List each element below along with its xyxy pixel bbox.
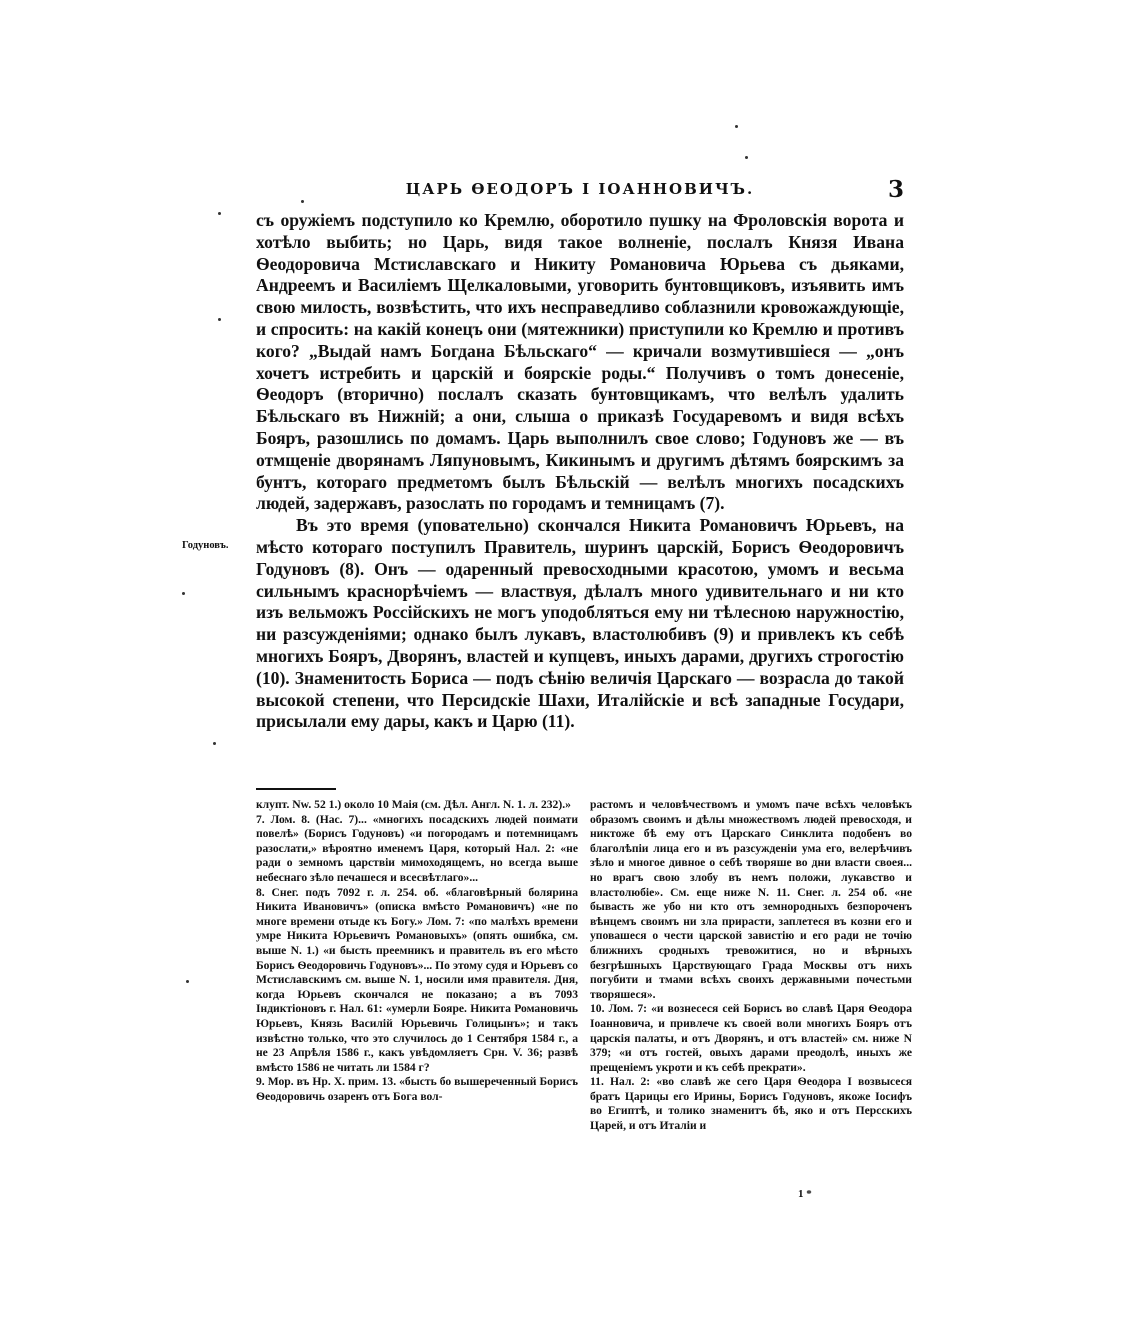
footnote-text: растомъ и человѣчествомъ и умомъ паче всѣхъ человѣкъ образомъ своимъ и дѣлы множествомъ людей превосходя, и никтоже бѣ ему отъ Царскаго Синклита подобенъ во благолѣпіи лица его и въ разсужденіи ума его, велерѣчивъ зѣло и многое дивное о себѣ творяше во дни власти своея... но врагъ свою злобу въ немъ положи, лукавство и властолюбіе». См. еще ниже N. 11. Снег. л. 254 об. «не бывасть же убо ни кто отъ земнородныхъ безпороченъ вѣнцемъ своимъ ни зла прирасти, заплетеся въ козни его и уповашеся о чести царской завистію и его ради не точію ближнихъ сродныхъ тревожитися, но и вѣрныхъ безгрѣшныхъ Царствующаго Града Москвы отъ нихъ погубити и тмами всѣхъ своихъ державными почестьми творяшеся».	[590, 798, 912, 1001]
running-title: ЦАРЬ ѲЕОДОРЪ I ІОАННОВИЧЪ.	[405, 180, 755, 198]
footnote-entry	[256, 813, 578, 886]
footnote-entry	[590, 1075, 912, 1133]
footnote-entry	[256, 798, 578, 813]
print-speck	[213, 742, 216, 745]
footnote-label: 7.	[256, 812, 265, 826]
print-speck	[745, 156, 748, 159]
footnote-rule	[256, 788, 336, 790]
print-speck	[182, 592, 185, 595]
print-speck	[301, 200, 304, 203]
margin-note: Годуновъ.	[182, 540, 229, 551]
footnote-text: Лом. 7: «и вознесеся сей Борисъ во славѣ Царя Ѳеодора Іоанновича, и привлече къ своей воли многихъ Бояръ отъ царскія палаты, и отъ Дворянъ, и отъ властей» см. ниже N 379; «и отъ гостей, овыхъ дарами преодолѣ, иныхъ же прещеніемъ укроти и къ себѣ прекрати».	[590, 1002, 912, 1074]
footnote-label: 10.	[590, 1002, 605, 1016]
footnote-text: Лом. 8. (Нас. 7)... «многихъ посадскихъ людей поимати повелѣ» (Борисъ Годуновъ) «и погородамъ и потемницамъ разослати,» вѣроятно именемъ Царя, который Нал. 2: «не ради о земномъ царствіи мимоходящемъ, но всегда выше небеснаго зѣло печашеся и всесвѣтлаго»...	[256, 812, 579, 884]
footnote-entry	[256, 886, 578, 1076]
paragraph-2: Въ это время (уповательно) скончался Никита Романовичъ Юрьевъ, на мѣсто котораго поступилъ Правитель, шуринъ царскій, Борисъ Ѳеодоровичъ Годуновъ (8). Онъ — одаренный превосходными красотою, умомъ и весьма сильнымъ краснорѣчіемъ — властвуя, дѣлалъ много удивительнаго и ни кто изъ вельможъ Россійскихъ не могъ уподобляться ему ни тѣлесною наружностію, ни разсужденіями; однако былъ лукавъ, властолюбивъ (9) и привлекъ къ себѣ многихъ Бояръ, Дворянъ, властей и купцевъ, иныхъ дарами, другихъ строгостію (10). Знаменитость Бориса — подъ сѣнію величія Царскаго — возрасла до такой высокой степени, что Персидскіе Шахи, Италійскіе и всѣ западные Государи, присылали ему дары, какъ и Царю (11).	[256, 515, 904, 732]
footnote-entry	[256, 1075, 578, 1104]
footnote-entry	[590, 798, 912, 1002]
footnote-label: 11.	[590, 1075, 604, 1089]
footnotes-right-column	[590, 798, 912, 1134]
footnote-text: Снег. подъ 7092 г. л. 254. об. «благовѣрный болярина Никита Ивановичъ» (описка вмѣсто Романовичъ) «не по многе времени отыде къ Богу.» Лом. 7: «по малѣхъ времени умре Никита Юрьевичъ Романовыхъ» (опять ошибка, см. выше N. 1.) «и бысть преемникъ и правитель въ его мѣсто Борисъ Ѳеодоровичь Годуновъ»... По этому судя и Юрьевъ со Мстиславскимъ см. выше N. 1, носили имя правителя. Дня, когда Юрьевъ скончался не показано; а въ 7093 Індиктіоновъ г. Нал. 61: «умерли Бояре. Никита Романовичь Юрьевъ, Князь Василій Юрьевичь Голицынъ»; и такъ извѣстно только, что это случилось до 1 Сентября 1584 г., а не 23 Апрѣля 1586 г., какъ увѣдомляетъ Срн. V. 36; развѣ вмѣсто 1586 не читать ли 1584 г?	[256, 885, 578, 1074]
footnote-entry	[590, 1002, 912, 1075]
footnote-text: клупт. Nw. 52 1.) около 10 Мaія (см. Дѣл. Англ. N. 1. л. 232).»	[256, 798, 571, 811]
print-speck	[218, 212, 221, 215]
print-speck	[186, 980, 189, 983]
footnote-text: Нал. 2: «во славѣ же сего Царя Ѳеодора I возвысеся братъ Царицы его Ирины, Борисъ Годуновъ, якоже Іосифъ во Египтѣ, и толико знаменитъ бѣ, яко и отъ Персскихъ Царей, и отъ Италіи и	[590, 1075, 912, 1133]
page-header	[256, 176, 904, 208]
footnotes-left-column	[256, 798, 578, 1104]
print-speck	[218, 318, 221, 321]
footnote-text: Мор. въ Нр. X. прим. 13. «бысть бо вышереченный Борисъ Ѳеодоровичь озаренъ отъ Бога вол-	[256, 1075, 578, 1103]
page-number: 3	[887, 176, 904, 203]
signature-mark: 1 *	[798, 1188, 812, 1200]
main-text	[256, 210, 904, 733]
print-speck	[735, 125, 738, 128]
footnote-label: 8.	[256, 885, 265, 899]
footnote-label: 9.	[256, 1075, 265, 1089]
paragraph-1: съ оружіемъ подступило ко Кремлю, оборотило пушку на Фроловскія ворота и хотѣло выбить; но Царь, видя такое волненіе, послалъ Князя Ивана Ѳеодоровича Мстиславскаго и Никиту Романовича Юрьева съ дьяками, Андреемъ и Василіемъ Щелкаловыми, уговорить бунтовщиковъ, изъявить имъ свою милость, возвѣстить, что ихъ несправедливо соблазнили кровожаждующіе, и спросить: на какій конецъ они (мятежники) приступили ко Кремлю и противъ кого? „Выдай намъ Богдана Бѣльскаго“ — кричали возмутившіеся — „онъ хочетъ истребить и царскій и боярскіе роды.“ Получивъ о томъ донесеніе, Ѳеодоръ (вторично) послалъ сказать бунтовщикамъ, что велѣлъ удалить Бѣльскаго въ Нижній; а они, слыша о приказѣ Государевомъ и видя всѣхъ Бояръ, разошлись по домамъ. Царь выполнилъ свое слово; Годуновъ же — въ отмщеніе дворянамъ Ляпуновымъ, Кикинымъ и другимъ дѣтямъ боярскимъ за бунтъ, котораго предметомъ былъ Бѣльскій — велѣлъ многихъ посадскихъ людей, задержавъ, разослать по городамъ и темницамъ (7).	[256, 210, 904, 514]
